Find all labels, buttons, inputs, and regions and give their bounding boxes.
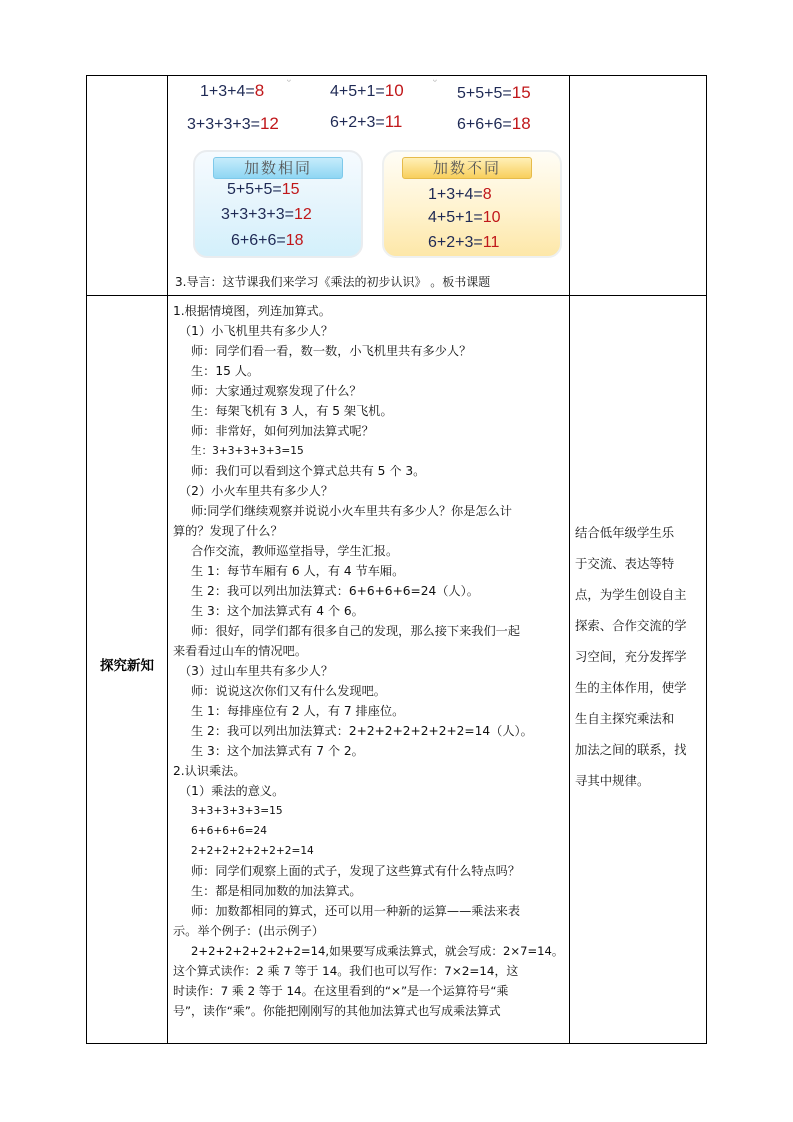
panel-title: 加数相同: [213, 157, 343, 179]
text-line: 算的？发现了什么？: [173, 524, 283, 538]
text-line: 生：每架飞机有 3 人，有 5 架飞机。: [191, 404, 393, 418]
note-line: 寻其中规律。: [575, 773, 650, 788]
text-line: 1.根据情境图，列连加算式。: [173, 304, 331, 318]
section-label: 探究新知: [100, 658, 154, 674]
top-equation: 6+6+6=18: [457, 114, 531, 133]
different-addends-panel: [382, 150, 562, 258]
text-line: 合作交流，教师巡堂指导，学生汇报。: [191, 544, 399, 558]
text-line: 2+2+2+2+2+2+2=14,如果要写成乘法算式，就会写成：2×7=14。: [191, 944, 564, 958]
lesson-plan-table: [86, 75, 707, 1044]
column-divider: [167, 76, 168, 1043]
text-line: 2.认识乘法。: [173, 764, 246, 778]
note-line: 结合低年级学生乐: [575, 525, 675, 540]
text-line: 生 1：每节车厢有 6 人，有 4 节车厢。: [191, 564, 405, 578]
text-line: 6+6+6+6=24: [191, 825, 267, 837]
decoration-mark: ᵕ: [433, 77, 438, 88]
text-line: 生 1：每排座位有 2 人，有 7 排座位。: [191, 704, 405, 718]
same-addends-panel: [193, 150, 363, 258]
text-line: 来看看过山车的情况吧。: [173, 644, 308, 658]
top-equation: 4+5+1=10: [330, 81, 404, 100]
text-line: 生 2：我可以列出加法算式：2+2+2+2+2+2+2=14（人）。: [191, 724, 533, 738]
note-line: 习空间，充分发挥学: [575, 649, 687, 664]
intro-text: 3.导言：这节课我们来学习《乘法的初步认识》 。板书课题: [175, 275, 491, 289]
text-line: 生：15 人。: [191, 364, 260, 378]
text-line: 师：很好，同学们都有很多自己的发现，那么接下来我们一起: [191, 624, 521, 638]
text-line: 生 2：我可以列出加法算式：6+6+6+6=24（人）。: [191, 584, 479, 598]
text-line: 师：大家通过观察发现了什么？: [191, 384, 362, 398]
text-line: 师：同学们看一看，数一数，小飞机里共有多少人？: [191, 344, 472, 358]
text-line: （3）过山车里共有多少人？: [179, 664, 334, 678]
text-line: 2+2+2+2+2+2+2=14: [191, 845, 314, 857]
note-line: 生自主探究乘法和: [575, 711, 675, 726]
text-line: 师:同学们继续观察并说说小火车里共有多少人？你是怎么计: [191, 504, 512, 518]
note-line: 加法之间的联系，找: [575, 742, 687, 757]
row-divider: [87, 295, 706, 296]
panel-equation: 6+6+6=18: [231, 232, 304, 249]
panel-title: 加数不同: [402, 157, 532, 179]
panel-equation: 3+3+3+3=12: [221, 206, 312, 223]
top-equation: 1+3+4=8: [200, 81, 265, 100]
panel-equation: 6+2+3=11: [428, 234, 500, 251]
text-line: 号”，读作“乘”。你能把刚刚写的其他加法算式也写成乘法算式: [173, 1004, 501, 1018]
top-equation: 5+5+5=15: [457, 83, 531, 102]
text-line: 时读作：7 乘 2 等于 14。在这里看到的“×”是一个运算符号“乘: [173, 984, 509, 998]
panel-equation: 1+3+4=8: [428, 186, 492, 203]
text-line: 师：同学们观察上面的式子，发现了这些算式有什么特点吗？: [191, 864, 521, 878]
text-line: 示。举个例子：(出示例子）: [173, 924, 325, 938]
text-line: 师：我们可以看到这个算式总共有 5 个 3。: [191, 464, 426, 478]
text-line: 这个算式读作：2 乘 7 等于 14。我们也可以写作：7×2=14，这: [173, 964, 519, 978]
note-line: 点，为学生创设自主: [575, 587, 687, 602]
text-line: （1）小飞机里共有多少人？: [179, 324, 334, 338]
text-line: 生 3：这个加法算式有 7 个 2。: [191, 744, 364, 758]
text-line: 生：3+3+3+3+3=15: [191, 445, 304, 457]
text-line: 生：都是相同加数的加法算式。: [191, 884, 362, 898]
text-line: 师：说说这次你们又有什么发现吧。: [191, 684, 386, 698]
panel-equation: 4+5+1=10: [428, 209, 501, 226]
text-line: （2）小火车里共有多少人？: [179, 484, 334, 498]
panel-equation: 5+5+5=15: [227, 181, 300, 198]
note-line: 于交流、表达等特: [575, 556, 675, 571]
text-line: 师：加数都相同的算式，还可以用一种新的运算——乘法来表: [191, 904, 521, 918]
text-line: 师：非常好，如何列加法算式呢？: [191, 424, 374, 438]
note-line: 生的主体作用，使学: [575, 680, 687, 695]
note-line: 探索、合作交流的学: [575, 618, 687, 633]
text-line: 生 3：这个加法算式有 4 个 6。: [191, 604, 364, 618]
column-divider: [569, 76, 570, 1043]
top-equation: 6+2+3=11: [330, 112, 403, 131]
text-line: （1）乘法的意义。: [179, 784, 285, 798]
decoration-mark: ᵕ: [287, 77, 292, 88]
top-equation: 3+3+3+3=12: [187, 114, 279, 133]
text-line: 3+3+3+3+3=15: [191, 805, 283, 817]
